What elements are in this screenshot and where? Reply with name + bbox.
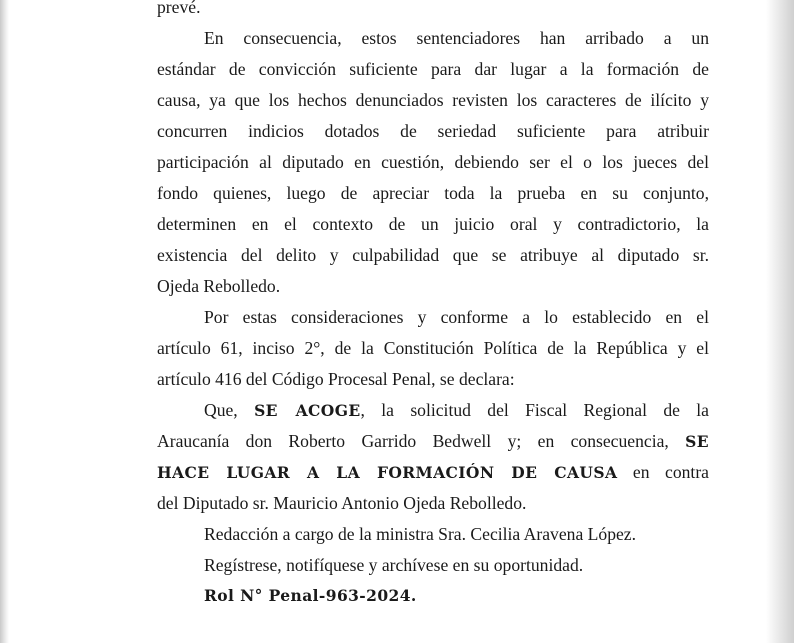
text-line: Ojeda Rebolledo. [157, 276, 281, 296]
text-line: existencia del delito y culpabilidad que se atribuye al diputado sr. [157, 245, 709, 265]
text-line: prevé. [157, 0, 201, 17]
resolution-line [204, 398, 709, 422]
text-line: determinen en el contexto de un juicio oral y contradictorio, la [157, 214, 709, 234]
resolution-line [157, 460, 709, 484]
ruling-formation-start: SE [685, 432, 709, 451]
ruling-formation: HACE LUGAR A LA FORMACIÓN DE CAUSA [157, 463, 618, 482]
text-line: concurren indicios dotados de seriedad suficiente para atribuir [157, 121, 709, 141]
resolution-line [157, 429, 709, 453]
resolution-text: en contra [632, 462, 709, 482]
text-line: fondo quienes, luego de apreciar toda la prueba en su conjunto, [157, 183, 709, 203]
text-line: artículo 61, inciso 2°, de la Constitución Política de la República y el [157, 338, 709, 358]
resolution-prefix: Que, [204, 400, 238, 420]
text-line: artículo 416 del Código Procesal Penal, se declara: [157, 369, 515, 389]
text-line: participación al diputado en cuestión, debiendo ser el o los jueces del [157, 152, 709, 172]
drafting-note: Redacción a cargo de la ministra Sra. Cecilia Aravena López. [204, 524, 637, 544]
ruling-accept: SE ACOGE [254, 401, 361, 420]
text-line: causa, ya que los hechos denunciados revisten los caracteres de ilícito y [157, 90, 709, 110]
page-edge-right [766, 0, 794, 643]
page-shadow-left [0, 0, 9, 643]
text-line: estándar de convicción suficiente para dar lugar a la formación de [157, 59, 709, 79]
closing-formula: Regístrese, notifíquese y archívese en su oportunidad. [204, 555, 584, 575]
resolution-line: del Diputado sr. Mauricio Antonio Ojeda Rebolledo. [157, 493, 527, 513]
case-number: Rol N° Penal-963-2024. [204, 586, 417, 605]
text-line: Por estas consideraciones y conforme a lo establecido en el [204, 307, 709, 327]
resolution-text: , la solicitud del Fiscal Regional de la [360, 400, 709, 420]
text-line: En consecuencia, estos sentenciadores han arribado a un [204, 28, 709, 48]
resolution-text: Araucanía don Roberto Garrido Bedwell y; en consecuencia, [157, 431, 669, 451]
